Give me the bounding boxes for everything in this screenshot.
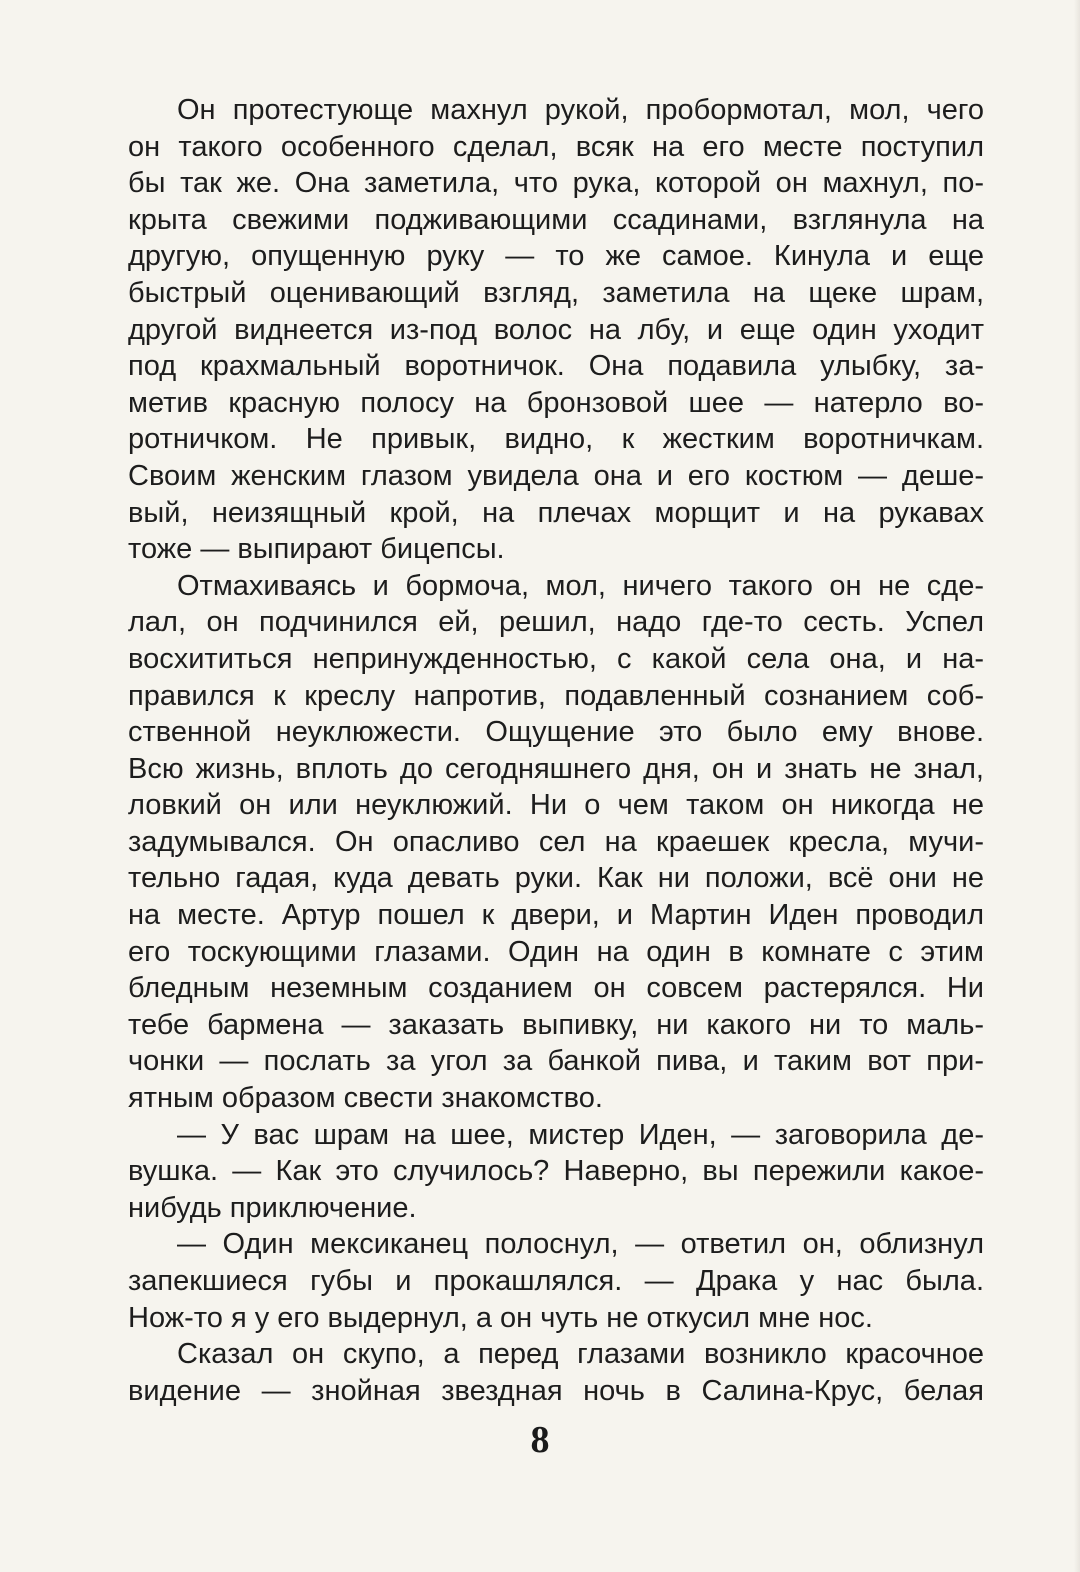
- text-line: задумывался. Он опасливо сел на краешек кресла, мучи-: [128, 825, 984, 858]
- text-line: — У вас шрам на шее, мистер Иден, — заговорила де-: [177, 1118, 984, 1151]
- text-line: метив красную полосу на бронзовой шее — натерло во-: [128, 386, 984, 419]
- text-line: ственной неуклюжести. Ощущение это было ему внове.: [128, 716, 984, 749]
- text-line: запекшиеся губы и прокашлялся. — Драка у нас была.: [128, 1265, 984, 1297]
- text-line: бы так же. Она заметила, что рука, которой он махнул, по-: [128, 167, 984, 200]
- text-line: Своим женским глазом увидела она и его костюм — деше-: [128, 459, 984, 492]
- text-line: видение — знойная звездная ночь в Салина-Крус, белая: [128, 1374, 984, 1407]
- text-line: на месте. Артур пошел к двери, и Мартин Иден проводил: [128, 899, 984, 932]
- text-line: тельно гадая, куда девать руки. Как ни положи, всё они не: [128, 862, 984, 895]
- text-line: Он протестующе махнул рукой, пробормотал, мол, чего: [177, 94, 984, 126]
- paragraph-1: [128, 92, 984, 568]
- text-line: ловкий он или неуклюжий. Ни о чем таком он никогда не: [128, 789, 984, 822]
- text-line: Сказал он скупо, а перед глазами возникло красочное: [177, 1338, 984, 1371]
- text-line: Нож-то я у его выдернул, а он чуть не откусил мне нос.: [128, 1301, 873, 1334]
- paragraph-3: [128, 1117, 984, 1227]
- text-line: — Один мексиканец полоснул, — ответил он, облизнул: [177, 1228, 984, 1261]
- paragraph-4: [128, 1226, 984, 1336]
- text-line: другую, опущенную руку — то же самое. Кинула и еще: [128, 240, 984, 273]
- paragraph-5: [128, 1336, 984, 1409]
- text-line: быстрый оценивающий взгляд, заметила на щеке шрам,: [128, 276, 984, 309]
- text-line: другой виднеется из-под волос на лбу, и еще один уходит: [128, 313, 984, 346]
- text-line: тебе бармена — заказать выпивку, ни какого ни то маль-: [128, 1008, 984, 1041]
- text-line: Всю жизнь, вплоть до сегодняшнего дня, он и знать не знал,: [128, 752, 984, 785]
- text-line: его тоскующими глазами. Один на один в комнате с этим: [128, 935, 984, 968]
- text-line: чонки — послать за угол за банкой пива, и таким вот при-: [128, 1045, 984, 1078]
- text-line: лал, он подчинился ей, решил, надо где-то сесть. Успел: [128, 606, 984, 639]
- page-number: 8: [530, 1419, 550, 1461]
- text-line: вый, неизящный крой, на плечах морщит и на рукавах: [128, 496, 984, 529]
- text-line: ротничком. Не привык, видно, к жестким воротничкам.: [128, 423, 984, 456]
- text-line: крыта свежими подживающими ссадинами, взглянула на: [128, 203, 984, 236]
- text-line: бледным неземным созданием он совсем растерялся. Ни: [128, 972, 984, 1005]
- text-line: правился к креслу напротив, подавленный сознанием соб-: [128, 679, 984, 712]
- text-line: он такого особенного сделал, всяк на его месте поступил: [128, 130, 984, 163]
- body-text: [128, 92, 984, 1409]
- paragraph-2: [128, 568, 984, 1117]
- text-line: под крахмальный воротничок. Она подавила улыбку, за-: [128, 350, 984, 383]
- text-line: Отмахиваясь и бормоча, мол, ничего такого он не сде-: [177, 569, 984, 602]
- page-edge-shadow: [1074, 0, 1080, 1572]
- text-line: ятным образом свести знакомство.: [128, 1082, 603, 1115]
- text-line: тоже — выпирают бицепсы.: [128, 533, 505, 566]
- text-line: вушка. — Как это случилось? Наверно, вы пережили какое-: [128, 1155, 984, 1188]
- text-line: восхититься непринужденностью, с какой села она, и на-: [128, 642, 984, 675]
- text-line: нибудь приключение.: [128, 1191, 417, 1224]
